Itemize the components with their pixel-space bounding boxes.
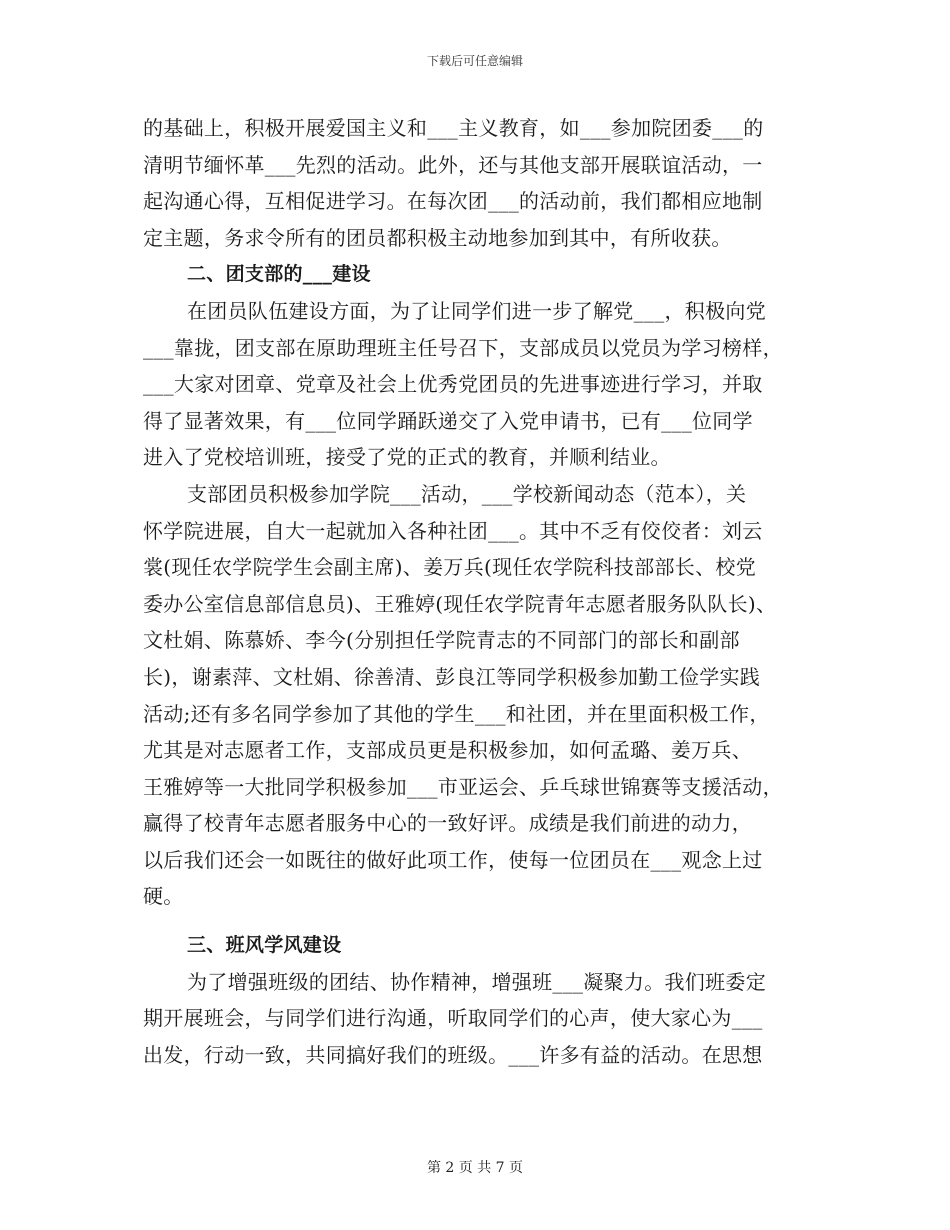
text-line: 委办公室信息部信息员)、王雅婷(现任农学院青年志愿者服务队队长)、 xyxy=(143,591,777,616)
paragraph xyxy=(143,293,823,476)
section-heading: 二、团支部的___建设 xyxy=(187,263,371,286)
text-line: 清明节缅怀革___先烈的活动。此外，还与其他支部开展联谊活动，一 xyxy=(143,152,763,177)
text-line: 在团员队伍建设方面，为了让同学们进一步了解党___，积极向党 xyxy=(187,298,766,323)
text-line: 支部团员积极参加学院___活动，___学校新闻动态（范本），关 xyxy=(187,481,747,506)
text-line: 定主题，务求令所有的团员都积极主动地参加到其中，有所收获。 xyxy=(143,225,732,250)
text-line: 硬。 xyxy=(143,884,184,909)
paragraph xyxy=(143,476,823,915)
text-line: 王雅婷等一大批同学积极参加___市亚运会、乒乓球世锦赛等支援活动， xyxy=(143,774,783,799)
text-line: 出发，行动一致，共同搞好我们的班级。___许多有益的活动。在思想 xyxy=(143,1042,763,1067)
text-line: 文杜娟、陈慕娇、李今(分别担任学院青志的不同部门的部长和副部 xyxy=(143,628,740,653)
page-footer: 第 2 页 共 7 页 xyxy=(426,1160,524,1176)
text-line: ___靠拢，团支部在原助理班主任号召下，支部成员以党员为学习榜样， xyxy=(143,335,783,360)
text-line: 起沟通心得，互相促进学习。在每次团___的活动前，我们都相应地制 xyxy=(143,189,763,214)
text-line: 赢得了校青年志愿者服务中心的一致好评。成绩是我们前进的动力， xyxy=(143,811,752,836)
text-line: 怀学院进展，自大一起就加入各种社团___。其中不乏有佼佼者：刘云 xyxy=(143,518,763,543)
text-line: 尤其是对志愿者工作，支部成员更是积极参加，如何孟璐、姜万兵、 xyxy=(143,738,752,763)
paragraph xyxy=(143,964,823,1074)
text-line: 期开展班会，与同学们进行沟通，听取同学们的心声，使大家心为___ xyxy=(143,1006,763,1031)
text-line: 进入了党校培训班，接受了党的正式的教育，并顺利结业。 xyxy=(143,445,671,470)
text-line: 活动;还有多名同学参加了其他的学生___和社团，并在里面积极工作， xyxy=(143,701,770,726)
text-line: 的基础上，积极开展爱国主义和___主义教育，如___参加院团委___的 xyxy=(143,116,764,140)
text-line: 裳(现任农学院学生会副主席)、姜万兵(现任农学院科技部部长、校党 xyxy=(143,555,757,580)
paragraph xyxy=(143,110,823,256)
text-line: 长)，谢素萍、文杜娟、徐善清、彭良江等同学积极参加勤工俭学实践 xyxy=(143,664,761,689)
text-line: 以后我们还会一如既往的做好此项工作，使每一位团员在___观念上过 xyxy=(143,847,763,872)
page-header: 下载后可任意编辑 xyxy=(426,54,523,68)
text-line: 得了显著效果，有___位同学踊跃递交了入党申请书，已有___位同学 xyxy=(143,408,753,433)
document-body xyxy=(143,110,823,1073)
text-line: ___大家对团章、党章及社会上优秀党团员的先进事迹进行学习，并取 xyxy=(143,372,763,397)
text-line: 为了增强班级的团结、协作精神，增强班___凝聚力。我们班委定 xyxy=(187,969,766,994)
section-heading: 三、班风学风建设 xyxy=(187,934,342,957)
